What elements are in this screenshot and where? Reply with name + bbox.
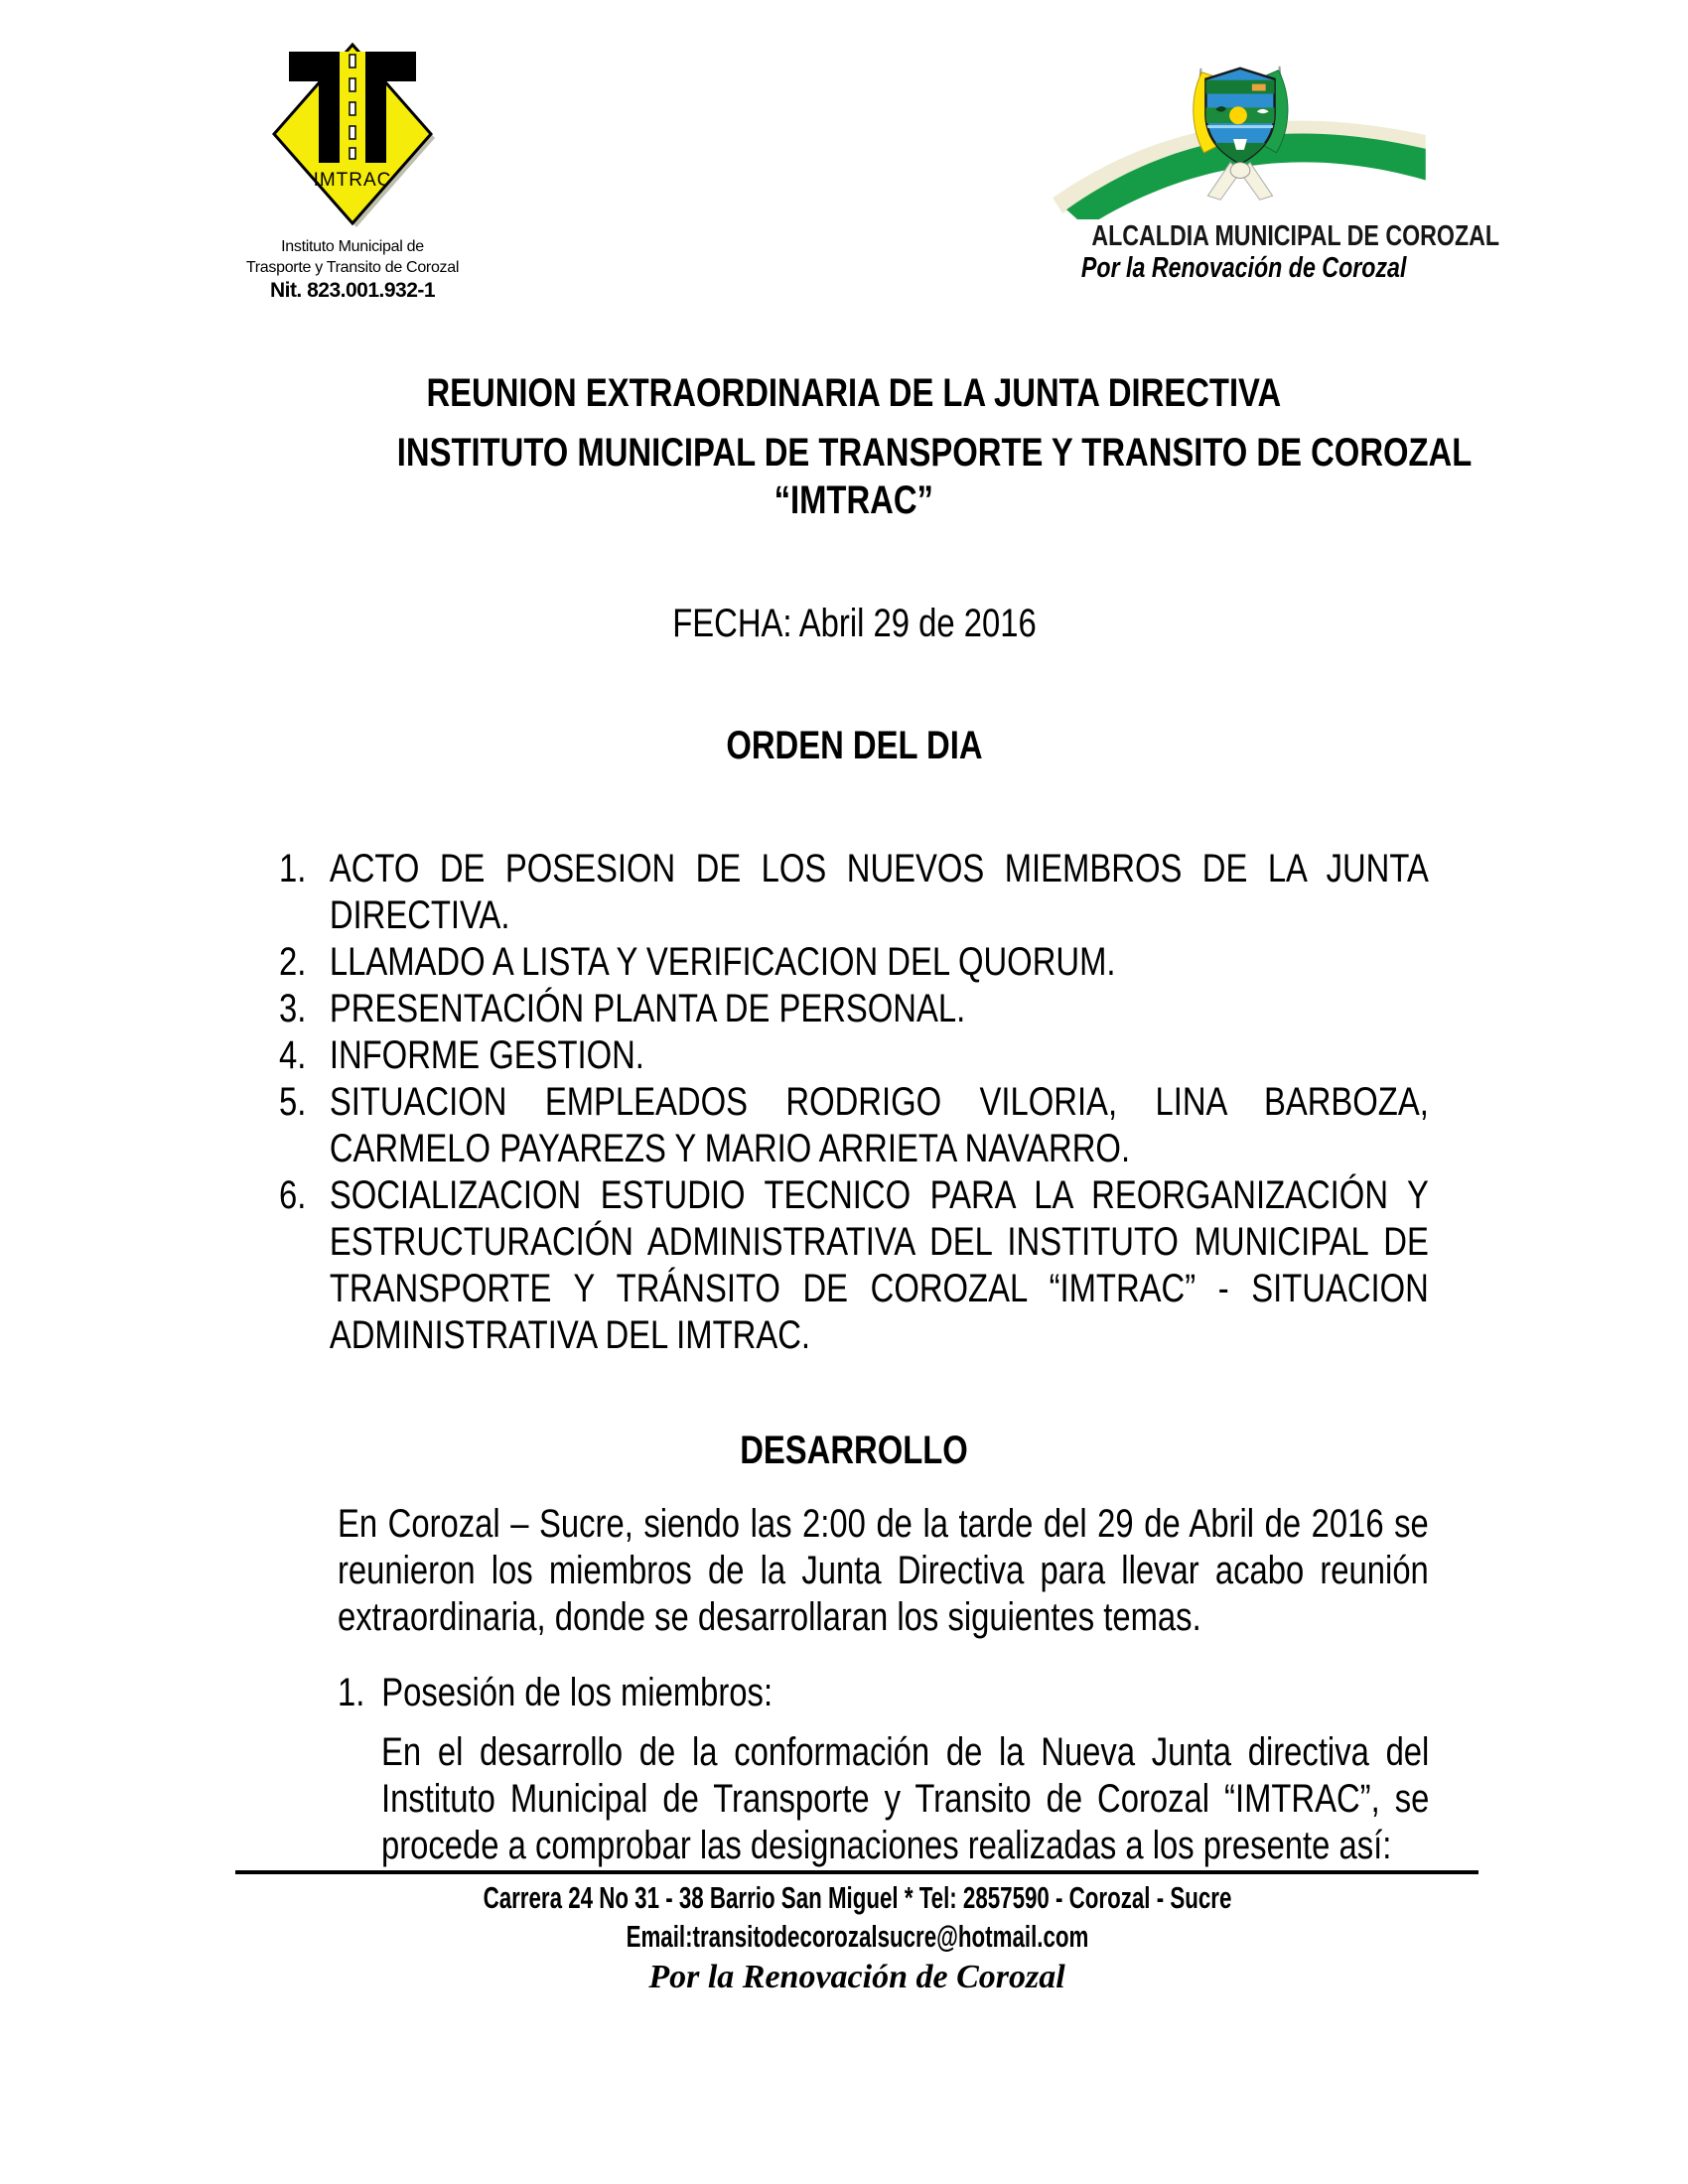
document-body (279, 369, 1473, 1869)
agenda-item-number: 5. (279, 1080, 307, 1124)
imtrac-nit: Nit. 823.001.932-1 (269, 279, 436, 302)
alcaldia-logo-block (1041, 38, 1500, 285)
footer-address: Carrera 24 No 31 - 38 Barrio San Miguel * Tel: 2857590 - Corozal - Sucre (483, 1880, 1231, 1915)
agenda-item (279, 986, 1429, 1032)
sub-item-number: 1. (338, 1671, 365, 1714)
footer-email: Email:transitodecorozalsucre@hotmail.com (626, 1919, 1088, 1954)
page-footer (235, 1870, 1478, 1999)
agenda-item-text: ACTO DE POSESION DE LOS NUEVOS MIEMBROS DE LA JUNTA DIRECTIVA. (329, 847, 1429, 937)
agenda-item-text: INFORME GESTION. (329, 1033, 644, 1077)
imtrac-org-line2: Trasporte y Transito de Corozal (245, 259, 460, 276)
agenda-item (279, 1032, 1429, 1079)
agenda-item (279, 939, 1429, 986)
agenda-item (279, 1079, 1429, 1172)
agenda-item-text: SITUACION EMPLEADOS RODRIGO VILORIA, LINA BARBOZA, CARMELO PAYAREZS Y MARIO ARRIETA NAVARRO. (329, 1080, 1429, 1170)
agenda-item-text: PRESENTACIÓN PLANTA DE PERSONAL. (329, 987, 966, 1030)
footer-divider (235, 1870, 1478, 1874)
agenda-item (279, 846, 1429, 939)
agenda-list (279, 846, 1429, 1359)
doc-title-line1: REUNION EXTRAORDINARIA DE LA JUNTA DIRECTIVA (426, 371, 1282, 415)
imtrac-org-line1: Instituto Municipal de (281, 238, 424, 255)
imtrac-logo-block (184, 38, 521, 304)
agenda-item-number: 6. (279, 1173, 307, 1217)
agenda-item (279, 1172, 1429, 1359)
imtrac-logo-label: IMTRAC (313, 170, 392, 191)
development-heading: DESARROLLO (740, 1429, 968, 1472)
date-line: FECHA: Abril 29 de 2016 (671, 602, 1037, 645)
imtrac-org-name (184, 236, 521, 278)
sub-item-title: Posesión de los miembros: (381, 1671, 774, 1714)
sub-item (338, 1670, 1429, 1716)
agenda-heading: ORDEN DEL DIA (725, 724, 983, 767)
agenda-item-number: 3. (279, 987, 307, 1030)
imtrac-logo-icon (268, 38, 437, 228)
agenda-item-text: LLAMADO A LISTA Y VERIFICACION DEL QUORUM. (329, 940, 1116, 984)
agenda-item-number: 1. (279, 847, 307, 890)
agenda-item-number: 2. (279, 940, 307, 984)
footer-slogan: Por la Renovación de Corozal (648, 1959, 1065, 1995)
agenda-item-number: 4. (279, 1033, 307, 1077)
alcaldia-slogan: Por la Renovación de Corozal (1080, 252, 1407, 284)
page-header (184, 38, 1500, 304)
alcaldia-crest-icon (1051, 53, 1428, 219)
doc-title-line2: INSTITUTO MUNICIPAL DE TRANSPORTE Y TRANSITO DE COROZAL (396, 431, 1473, 475)
alcaldia-title: ALCALDIA MUNICIPAL DE COROZAL (1091, 220, 1500, 252)
development-intro-paragraph: En Corozal – Sucre, siendo las 2:00 de la tarde del 29 de Abril de 2016 se reunieron los miembros de la Junta Directiva para llevar acabo reunión extraordinaria, donde se desarrollaran los siguientes temas. (338, 1502, 1429, 1639)
doc-title-line3: “IMTRAC” (774, 478, 934, 522)
sub-item-paragraph: En el desarrollo de la conformación de la Nueva Junta directiva del Instituto Municipal de Transporte y Transito de Corozal “IMTRAC”, se procede a comprobar las designaciones realizadas a los presente así: (381, 1730, 1430, 1867)
agenda-item-text: SOCIALIZACION ESTUDIO TECNICO PARA LA REORGANIZACIÓN Y ESTRUCTURACIÓN ADMINISTRATIVA DEL INSTITUTO MUNICIPAL DE TRANSPORTE Y TRÁNSITO DE COROZAL “IMTRAC” - SITUACION ADMINISTRATIVA DEL IMTRAC. (329, 1173, 1429, 1357)
